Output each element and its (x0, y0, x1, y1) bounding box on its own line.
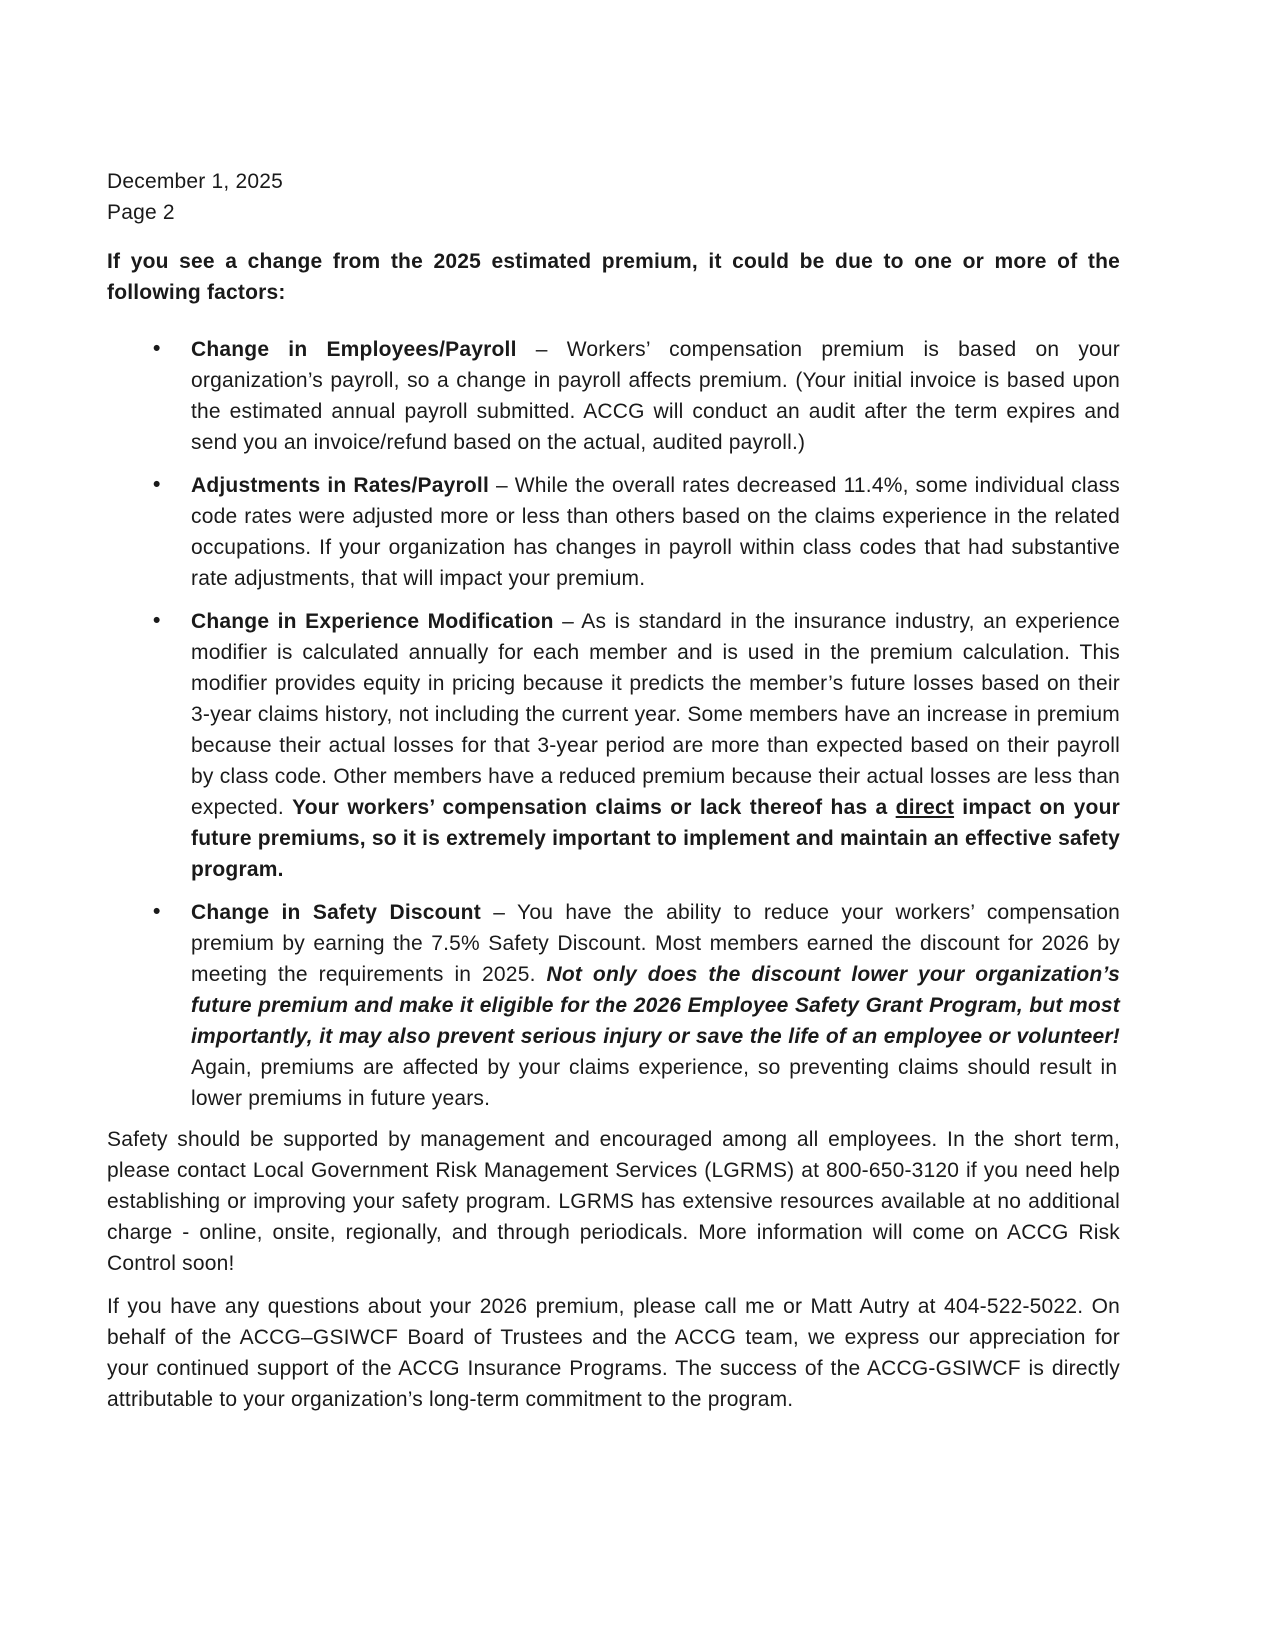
letter-date: December 1, 2025 (107, 170, 283, 193)
bullet-change-safety-discount (107, 897, 1120, 1114)
factors-list (107, 334, 1120, 1114)
bullet-change-experience-modification (107, 606, 1120, 885)
bullet-text: Change in Experience Modification – As is standard in the insurance industry, an experience modifier is calculated annually for each member and is used in the premium calculation. This modifier provides equity in pricing because it predicts the member’s future losses based on their 3-year claims history, not including the current year. Some members have an increase in premium because their actual losses for that 3-year period are more than expected based on their payroll by class code. Other members have a reduced premium because their actual losses are less than expected. Your workers’ compensation claims or lack thereof has a direct impact on your future premiums, so it is extremely important to implement and maintain an effective safety program. (191, 610, 1120, 881)
bullet-text: Adjustments in Rates/Payroll – While the overall rates decreased 11.4%, some individual class code rates were adjusted more or less than others based on the claims experience in the related occupations. If your organization has changes in payroll within class codes that had substantive rate adjustments, that will impact your premium. (191, 474, 1120, 590)
intro-paragraph: If you see a change from the 2025 estimated premium, it could be due to one or more of the following factors: (107, 250, 1120, 304)
bullet-icon: • (153, 473, 161, 496)
closing-paragraph-safety-support: Safety should be supported by management and encouraged among all employees. In the short term, please contact Local Government Risk Management Services (LGRMS) at 800-650-3120 if you need help establishing or improving your safety program. LGRMS has extensive resources available at no additional charge - online, onsite, regionally, and through periodicals. More information will come on ACCG Risk Control soon! (107, 1128, 1120, 1275)
bullet-icon: • (153, 609, 161, 632)
bullet-icon: • (153, 900, 161, 923)
bullet-change-employees-payroll (107, 334, 1120, 458)
closing-paragraph-questions: If you have any questions about your 2026 premium, please call me or Matt Autry at 404-522-5022. On behalf of the ACCG–GSIWCF Board of Trustees and the ACCG team, we express our appreciation for your continued support of the ACCG Insurance Programs. The success of the ACCG-GSIWCF is directly attributable to your organization’s long-term commitment to the program. (107, 1295, 1120, 1411)
page-number: Page 2 (107, 201, 175, 224)
bullet-icon: • (153, 337, 161, 360)
bullet-text: Change in Safety Discount – You have the ability to reduce your workers’ compensation premium by earning the 7.5% Safety Discount. Most members earned the discount for 2026 by meeting the requirements in 2025. Not only does the discount lower your organization’s future premium and make it eligible for the 2026 Employee Safety Grant Program, but most importantly, it may also prevent serious injury or save the life of an employee or volunteer! Again, premiums are affected by your claims experience, so preventing claims should result in lower premiums in future years. (191, 901, 1120, 1110)
bullet-text: Change in Employees/Payroll – Workers’ compensation premium is based on your organization’s payroll, so a change in payroll affects premium. (Your initial invoice is based upon the estimated annual payroll submitted. ACCG will conduct an audit after the term expires and send you an invoice/refund based on the actual, audited payroll.) (191, 338, 1120, 454)
bullet-adjustments-rates-payroll (107, 470, 1120, 594)
letter-header (107, 166, 1120, 228)
